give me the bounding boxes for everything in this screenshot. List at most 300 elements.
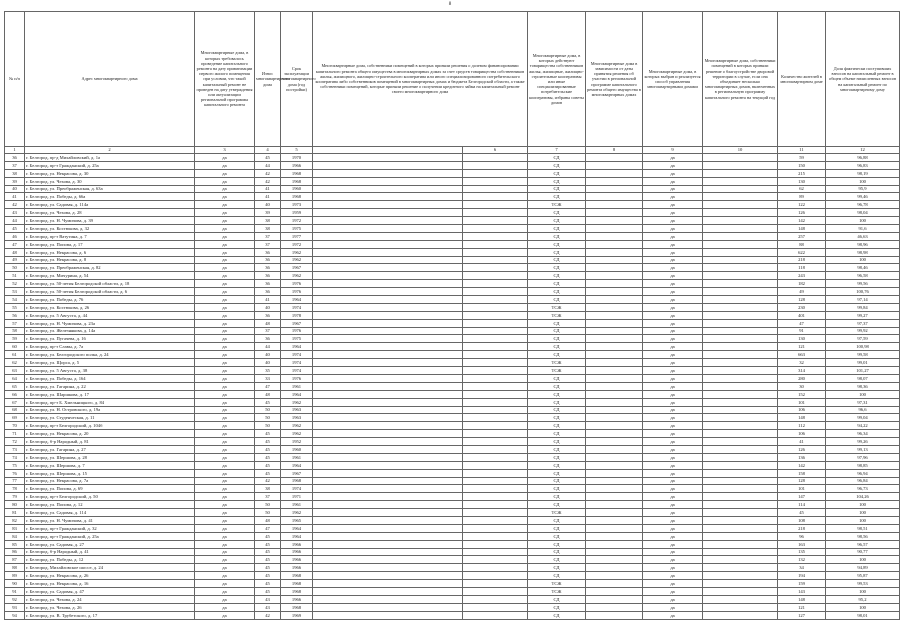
table-cell: 1972 (281, 240, 313, 248)
table-row (5, 367, 900, 375)
table-cell: 49 (778, 288, 826, 296)
table-cell: 50 (255, 406, 281, 414)
table-cell: 64 (5, 374, 25, 382)
empty-cell (463, 374, 528, 382)
table-cell: СД (528, 477, 586, 485)
table-cell: 47 (778, 319, 826, 327)
table-cell: СД (528, 193, 586, 201)
empty-cell (313, 217, 463, 225)
table-cell: СД (528, 272, 586, 280)
table-cell: 98,01 (826, 611, 900, 619)
empty-cell (703, 461, 778, 469)
empty-cell (586, 611, 643, 619)
empty-cell (463, 398, 528, 406)
table-cell: 40 (255, 351, 281, 359)
table-cell: СД (528, 169, 586, 177)
table-cell: СД (528, 185, 586, 193)
table-cell: да (643, 232, 703, 240)
table-row (5, 209, 900, 217)
table-cell: да (643, 516, 703, 524)
table-cell: да (195, 485, 255, 493)
table-cell: СД (528, 209, 586, 217)
empty-cell (463, 217, 528, 225)
empty-cell (703, 225, 778, 233)
empty-cell (703, 564, 778, 572)
table-cell: да (643, 248, 703, 256)
table-cell: 95,9 (826, 185, 900, 193)
table-cell: 135 (778, 548, 826, 556)
table-cell: 67 (5, 398, 25, 406)
table-cell: 1974 (281, 303, 313, 311)
table-cell: да (195, 564, 255, 572)
empty-cell (313, 335, 463, 343)
table-cell: да (195, 185, 255, 193)
table-cell: 72 (5, 438, 25, 446)
table-cell: да (643, 414, 703, 422)
table-row (5, 311, 900, 319)
empty-cell (313, 572, 463, 580)
empty-cell (313, 225, 463, 233)
table-row (5, 509, 900, 517)
table-row (5, 225, 900, 233)
table-cell: г. Белгород, пр-д Михайловский, д. 1а (25, 154, 195, 162)
table-cell: СД (528, 406, 586, 414)
table-cell: 1964 (281, 390, 313, 398)
empty-cell (586, 556, 643, 564)
empty-cell (586, 177, 643, 185)
column-header-12: Доля фактически поступивших взносов на капитальный ремонт в общем объеме начисленных взносов на капитальный ремонт по многоквартирному дому (826, 12, 900, 147)
table-cell: 1976 (281, 288, 313, 296)
empty-cell (463, 185, 528, 193)
table-cell: да (643, 154, 703, 162)
column-header-6: Многоквартирные дома, собственники помещений в которых приняли решения о долевом финансировании капитального ремонта общего имущества в многоквартирных домах за счет средств товарищества собственников жилья, жилищного, жилищно-строительного кооператива или иного специализированного потребительского кооператива либо собственников помещений в многоквартирных домах и бюджета Белгородской области, а также собственники помещений, которые приняли решение о получении кредитного займа на капитальный ремонт своего многоквартирного дома (313, 12, 528, 147)
table-cell: 48 (5, 248, 25, 256)
table-cell: 1966 (281, 556, 313, 564)
table-cell: 78 (5, 485, 25, 493)
table-cell: да (643, 595, 703, 603)
table-cell: 45 (255, 430, 281, 438)
table-cell: 98,51 (826, 524, 900, 532)
table-cell: ТСЖ (528, 367, 586, 375)
table-row (5, 193, 900, 201)
table-cell: да (195, 493, 255, 501)
table-cell: 45 (255, 580, 281, 588)
table-cell: СД (528, 264, 586, 272)
table-cell: 47 (255, 524, 281, 532)
table-cell: 101,27 (826, 367, 900, 375)
empty-cell (313, 580, 463, 588)
table-cell: да (195, 169, 255, 177)
table-cell: 36 (255, 264, 281, 272)
table-cell: г. Белгород, ул. Н. Чумичова, д. 23а (25, 319, 195, 327)
table-cell: 98,07 (826, 374, 900, 382)
empty-cell (463, 548, 528, 556)
empty-cell (586, 493, 643, 501)
table-cell: г. Белгород, пр-т Белгородский, д. 104б (25, 422, 195, 430)
empty-cell (586, 327, 643, 335)
table-cell: г. Белгород, ул. Попова, д. 12 (25, 501, 195, 509)
table-cell: 50 (255, 414, 281, 422)
table-cell: 49 (5, 256, 25, 264)
table-cell: 45 (255, 469, 281, 477)
table-cell: 136 (778, 453, 826, 461)
empty-cell (586, 154, 643, 162)
table-cell: 1962 (281, 272, 313, 280)
empty-cell (313, 390, 463, 398)
table-cell: 118 (778, 264, 826, 272)
column-number: 6 (463, 147, 528, 154)
table-cell: 96,84 (826, 477, 900, 485)
table-cell: 42 (5, 201, 25, 209)
table-cell: 98,36 (826, 382, 900, 390)
table-cell: СД (528, 398, 586, 406)
empty-cell (703, 406, 778, 414)
table-row (5, 524, 900, 532)
table-cell: 1963 (281, 414, 313, 422)
table-cell: СД (528, 280, 586, 288)
empty-cell (703, 193, 778, 201)
table-row (5, 319, 900, 327)
table-cell: 45 (255, 548, 281, 556)
empty-cell (586, 225, 643, 233)
table-cell: да (195, 556, 255, 564)
table-cell: 100,76 (826, 288, 900, 296)
empty-cell (703, 232, 778, 240)
empty-cell (463, 422, 528, 430)
table-cell: 99,56 (826, 280, 900, 288)
table-cell: 46,63 (826, 232, 900, 240)
table-cell: 48 (255, 319, 281, 327)
table-cell: СД (528, 374, 586, 382)
empty-cell (313, 319, 463, 327)
table-cell: 94,89 (826, 564, 900, 572)
empty-cell (586, 564, 643, 572)
table-cell: да (643, 445, 703, 453)
table-cell: 122 (778, 201, 826, 209)
table-cell: г. Белгород, Михайловское шоссе, д. 24 (25, 564, 195, 572)
table-cell: да (643, 193, 703, 201)
empty-cell (463, 367, 528, 375)
table-cell: г. Белгород, ул. Чехова, д. 28 (25, 209, 195, 217)
table-cell: СД (528, 564, 586, 572)
empty-cell (313, 406, 463, 414)
empty-cell (463, 595, 528, 603)
table-cell: 97,14 (826, 296, 900, 304)
table-cell: 215 (778, 169, 826, 177)
table-cell: г. Белгород, ул. Преображенская, д. 82 (25, 264, 195, 272)
table-cell: г. Белгород, ул. Чехова, д. 26 (25, 603, 195, 611)
empty-cell (463, 603, 528, 611)
table-cell: СД (528, 414, 586, 422)
empty-cell (703, 485, 778, 493)
table-row (5, 516, 900, 524)
empty-cell (703, 359, 778, 367)
table-row (5, 493, 900, 501)
table-cell: да (643, 548, 703, 556)
column-header-7: Многоквартирные дома, в которых действуют товарищества собственников жилья, жилищные, жилищно-строительные кооперативы или иные специализированные потребительские кооперативы, избраны советы домов (528, 12, 586, 147)
table-cell: 1970 (281, 154, 313, 162)
empty-cell (586, 248, 643, 256)
table-cell: 1961 (281, 501, 313, 509)
table-cell: 87 (5, 556, 25, 564)
empty-cell (463, 516, 528, 524)
empty-cell (703, 169, 778, 177)
table-cell: СД (528, 390, 586, 398)
empty-cell (586, 296, 643, 304)
table-cell: 96,88 (826, 154, 900, 162)
table-cell: СД (528, 532, 586, 540)
table-cell: 128 (778, 477, 826, 485)
empty-cell (463, 161, 528, 169)
table-cell: 36 (255, 280, 281, 288)
table-cell: г. Белгород, ул. Шершова, д. 7 (25, 461, 195, 469)
empty-cell (313, 438, 463, 446)
table-cell: 41 (255, 185, 281, 193)
table-cell: 100 (826, 603, 900, 611)
table-cell: г. Белгород, ул. Студенческая, д. 11 (25, 414, 195, 422)
table-row (5, 359, 900, 367)
column-number: 11 (778, 147, 826, 154)
table-cell: да (643, 390, 703, 398)
table-cell: да (195, 469, 255, 477)
table-row (5, 201, 900, 209)
table-cell: 45 (255, 564, 281, 572)
empty-cell (586, 240, 643, 248)
table-cell: 96,78 (826, 201, 900, 209)
table-cell: да (643, 524, 703, 532)
table-cell: 62 (778, 185, 826, 193)
empty-cell (586, 343, 643, 351)
table-cell: 130 (778, 177, 826, 185)
table-cell: 52 (5, 280, 25, 288)
empty-cell (703, 177, 778, 185)
table-cell: да (195, 595, 255, 603)
table-cell: 96,83 (826, 161, 900, 169)
table-cell: 88 (5, 564, 25, 572)
empty-cell (463, 343, 528, 351)
table-cell: 42 (255, 177, 281, 185)
table-cell: 89 (5, 572, 25, 580)
empty-cell (703, 509, 778, 517)
table-cell: да (195, 477, 255, 485)
table-cell: г. Белгород, ул. Преображенская, д. 63а (25, 185, 195, 193)
table-cell: 101 (778, 398, 826, 406)
table-cell: да (195, 311, 255, 319)
empty-cell (313, 209, 463, 217)
table-cell: г. Белгород, ул. Победы, д. 12 (25, 556, 195, 564)
table-cell: 50 (255, 422, 281, 430)
empty-cell (313, 548, 463, 556)
table-cell: 48 (255, 516, 281, 524)
table-cell: 1962 (281, 430, 313, 438)
table-row (5, 272, 900, 280)
table-cell: СД (528, 288, 586, 296)
column-header-5: Срок эксплуатации многоквартирного дома (год постройки) (281, 12, 313, 147)
table-cell: 158 (778, 469, 826, 477)
empty-cell (586, 232, 643, 240)
table-cell: 42 (255, 611, 281, 619)
table-cell: СД (528, 485, 586, 493)
table-cell: 1965 (281, 516, 313, 524)
table-cell: да (195, 414, 255, 422)
table-cell: г. Белгород, пр-т Ватутина, д. 7 (25, 232, 195, 240)
table-cell: 1964 (281, 343, 313, 351)
empty-cell (586, 319, 643, 327)
table-cell: 86 (5, 548, 25, 556)
table-cell: да (195, 382, 255, 390)
empty-cell (703, 398, 778, 406)
table-row (5, 587, 900, 595)
table-cell: 43 (255, 603, 281, 611)
empty-cell (703, 154, 778, 162)
empty-cell (586, 406, 643, 414)
table-cell: да (195, 540, 255, 548)
table-cell: да (195, 248, 255, 256)
table-row (5, 335, 900, 343)
table-cell: 61 (5, 351, 25, 359)
empty-cell (463, 382, 528, 390)
table-cell: 81 (5, 509, 25, 517)
column-number-row (5, 147, 900, 154)
empty-cell (313, 193, 463, 201)
table-cell: 100 (826, 556, 900, 564)
table-cell: 1973 (281, 201, 313, 209)
table-cell: 1968 (281, 572, 313, 580)
empty-cell (463, 351, 528, 359)
table-cell: да (195, 611, 255, 619)
empty-cell (313, 351, 463, 359)
table-cell: да (643, 532, 703, 540)
table-cell: 1967 (281, 469, 313, 477)
table-cell: 40 (255, 201, 281, 209)
table-cell: да (643, 177, 703, 185)
empty-cell (703, 445, 778, 453)
table-cell: 98,85 (826, 461, 900, 469)
table-row (5, 485, 900, 493)
empty-cell (313, 524, 463, 532)
table-cell: ТСЖ (528, 359, 586, 367)
table-cell: да (195, 430, 255, 438)
table-cell: СД (528, 382, 586, 390)
empty-cell (703, 501, 778, 509)
empty-cell (586, 603, 643, 611)
table-cell: 1971 (281, 493, 313, 501)
empty-cell (703, 343, 778, 351)
empty-cell (313, 382, 463, 390)
empty-cell (703, 311, 778, 319)
empty-cell (463, 248, 528, 256)
table-cell: 142 (778, 461, 826, 469)
empty-cell (313, 201, 463, 209)
table-cell: 36 (255, 248, 281, 256)
table-cell: да (195, 572, 255, 580)
empty-cell (463, 232, 528, 240)
table-cell: 45 (778, 509, 826, 517)
empty-cell (586, 509, 643, 517)
empty-cell (703, 493, 778, 501)
table-cell: да (643, 319, 703, 327)
table-cell: да (195, 303, 255, 311)
table-cell: 1962 (281, 248, 313, 256)
table-row (5, 327, 900, 335)
empty-cell (463, 225, 528, 233)
table-cell: 59 (778, 154, 826, 162)
table-cell: 96,94 (826, 469, 900, 477)
table-cell: да (195, 256, 255, 264)
table-row (5, 303, 900, 311)
table-cell: г. Белгород, ул. 50-летия Белгородской области, д. 18 (25, 280, 195, 288)
table-cell: 622 (778, 248, 826, 256)
table-cell: г. Белгород, ул. Н. Островского, д. 19а (25, 406, 195, 414)
empty-cell (703, 319, 778, 327)
table-cell: СД (528, 493, 586, 501)
table-cell: да (195, 445, 255, 453)
empty-cell (463, 477, 528, 485)
column-number: 9 (643, 147, 703, 154)
empty-cell (463, 272, 528, 280)
empty-cell (313, 288, 463, 296)
table-cell: 99,27 (826, 311, 900, 319)
empty-cell (463, 580, 528, 588)
table-cell: 1962 (281, 422, 313, 430)
table-cell: 69 (5, 414, 25, 422)
table-cell: 1975 (281, 335, 313, 343)
table-cell: 1968 (281, 587, 313, 595)
table-cell: да (643, 272, 703, 280)
table-cell: 95,2 (826, 595, 900, 603)
table-row (5, 430, 900, 438)
empty-cell (586, 548, 643, 556)
table-cell: СД (528, 335, 586, 343)
empty-cell (313, 532, 463, 540)
empty-cell (313, 587, 463, 595)
empty-cell (703, 240, 778, 248)
table-cell: да (643, 580, 703, 588)
table-cell: СД (528, 572, 586, 580)
table-row (5, 185, 900, 193)
table-row (5, 611, 900, 619)
table-cell: 159 (778, 580, 826, 588)
empty-cell (313, 493, 463, 501)
table-row (5, 540, 900, 548)
empty-cell (586, 193, 643, 201)
table-cell: 1964 (281, 296, 313, 304)
table-cell: да (643, 485, 703, 493)
table-cell: 104,26 (826, 493, 900, 501)
table-cell: 30 (778, 382, 826, 390)
table-cell: 1974 (281, 359, 313, 367)
table-cell: да (195, 516, 255, 524)
table-cell: 1976 (281, 280, 313, 288)
table-cell: да (195, 501, 255, 509)
table-cell: 1964 (281, 461, 313, 469)
empty-cell (703, 477, 778, 485)
empty-cell (313, 240, 463, 248)
empty-cell (463, 453, 528, 461)
table-cell: 100 (826, 390, 900, 398)
table-cell: да (643, 540, 703, 548)
empty-cell (313, 256, 463, 264)
table-cell: 63 (5, 367, 25, 375)
table-cell: 128 (778, 296, 826, 304)
empty-cell (313, 509, 463, 517)
table-cell: 75 (5, 461, 25, 469)
table-row (5, 288, 900, 296)
table-cell: СД (528, 524, 586, 532)
table-cell: 99,46 (826, 193, 900, 201)
table-cell: 54 (5, 296, 25, 304)
empty-cell (703, 595, 778, 603)
